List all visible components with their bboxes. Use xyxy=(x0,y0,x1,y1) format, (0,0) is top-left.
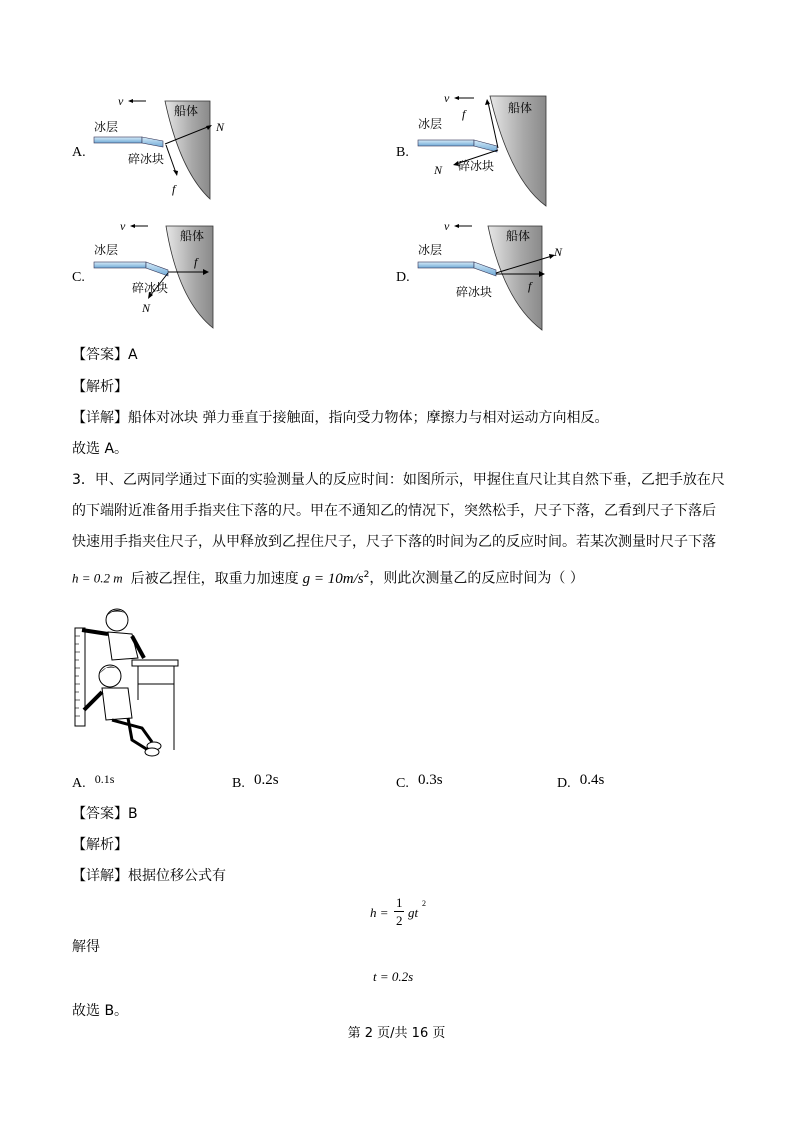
svg-text:f: f xyxy=(462,107,466,121)
ice-fragment-shape xyxy=(142,137,163,147)
svg-text:船体: 船体 xyxy=(508,101,533,115)
q2-answer: 【答案】A xyxy=(72,347,138,363)
q3-detail: 【详解】根据位移公式有 xyxy=(72,868,226,884)
svg-text:冰层: 冰层 xyxy=(418,243,443,257)
option-d-letter: D. xyxy=(396,270,410,285)
svg-text:碎冰块: 碎冰块 xyxy=(132,281,169,295)
svg-text:船体: 船体 xyxy=(506,229,531,243)
fragment-label: 碎冰块 xyxy=(128,152,165,166)
q3-line-4: h = 0.2 m 后被乙捏住，取重力加速度 $g = 10m/s^2$，则此次测量乙的反应时间为（ ） xyxy=(72,570,584,587)
option-b-diagram xyxy=(412,88,562,208)
v-label: v xyxy=(118,94,124,108)
q3-option-b[interactable]: B. 0.2s xyxy=(232,772,279,791)
ice-layer-label: 冰层 xyxy=(94,120,119,134)
svg-text:N: N xyxy=(142,301,151,315)
svg-text:冰层: 冰层 xyxy=(418,117,443,131)
q3-answer: 【答案】B xyxy=(72,806,138,822)
f-label: f xyxy=(172,182,176,196)
hull-label: 船体 xyxy=(174,104,199,118)
reaction-time-illustration xyxy=(72,600,182,760)
q3-option-a[interactable]: A. $^{0.1s}$ xyxy=(72,772,115,791)
option-c-letter: C. xyxy=(72,270,85,285)
option-a-diagram xyxy=(88,93,238,203)
svg-text:f: f xyxy=(528,279,532,293)
q3-conclusion: 故选 B。 xyxy=(72,1003,129,1019)
svg-text:v: v xyxy=(444,220,450,233)
q3-line-2: 的下端附近准备用手指夹住下落的尺。甲在不通知乙的情况下，突然松手，尺子下落，乙看到尺子下落后 xyxy=(72,503,716,519)
svg-text:N: N xyxy=(434,163,443,177)
svg-text:碎冰块: 碎冰块 xyxy=(458,159,495,173)
height-value: h = 0.2 m xyxy=(72,570,123,586)
n-label: N xyxy=(216,120,225,134)
formula-result: t = 0.2s xyxy=(373,969,414,984)
option-c-diagram xyxy=(88,220,238,332)
option-b-letter: B. xyxy=(396,145,409,160)
svg-text:碎冰块: 碎冰块 xyxy=(456,285,493,299)
svg-text:船体: 船体 xyxy=(180,229,205,243)
svg-text:N: N xyxy=(554,245,563,259)
q2-conclusion: 故选 A。 xyxy=(72,441,129,457)
gravity-value: g = 10m/s xyxy=(302,570,364,587)
q3-line-3: 快速用手指夹住尺子，从甲释放到乙捏住尺子，尺子下落的时间为乙的反应时间。若某次测量时尺子下落 xyxy=(72,534,716,550)
svg-text:v: v xyxy=(120,220,126,233)
q3-options xyxy=(72,772,732,794)
option-a-letter: A. xyxy=(72,145,86,160)
friction-force-arrow xyxy=(166,145,176,173)
q3-line-1: 3．甲、乙两同学通过下面的实验测量人的反应时间：如图所示，甲握住直尺让其自然下垂，乙把手放在尺 xyxy=(72,472,725,488)
option-d-diagram xyxy=(412,220,572,332)
ice-layer-shape xyxy=(94,137,142,143)
page-footer: 第 2 页/共 16 页 xyxy=(347,1026,446,1041)
svg-text:v: v xyxy=(444,91,450,105)
q3-option-c[interactable]: C. 0.3s xyxy=(396,772,443,791)
q3-option-d[interactable]: D. 0.4s xyxy=(557,772,605,791)
svg-text:冰层: 冰层 xyxy=(94,243,119,257)
q2-detail: 【详解】船体对冰块 弹力垂直于接触面，指向受力物体；摩擦力与相对运动方向相反。 xyxy=(72,410,609,426)
q2-analysis-label: 【解析】 xyxy=(72,379,128,395)
q3-analysis-label: 【解析】 xyxy=(72,837,128,853)
svg-text:f: f xyxy=(194,255,198,269)
q3-solve-label: 解得 xyxy=(72,939,100,955)
